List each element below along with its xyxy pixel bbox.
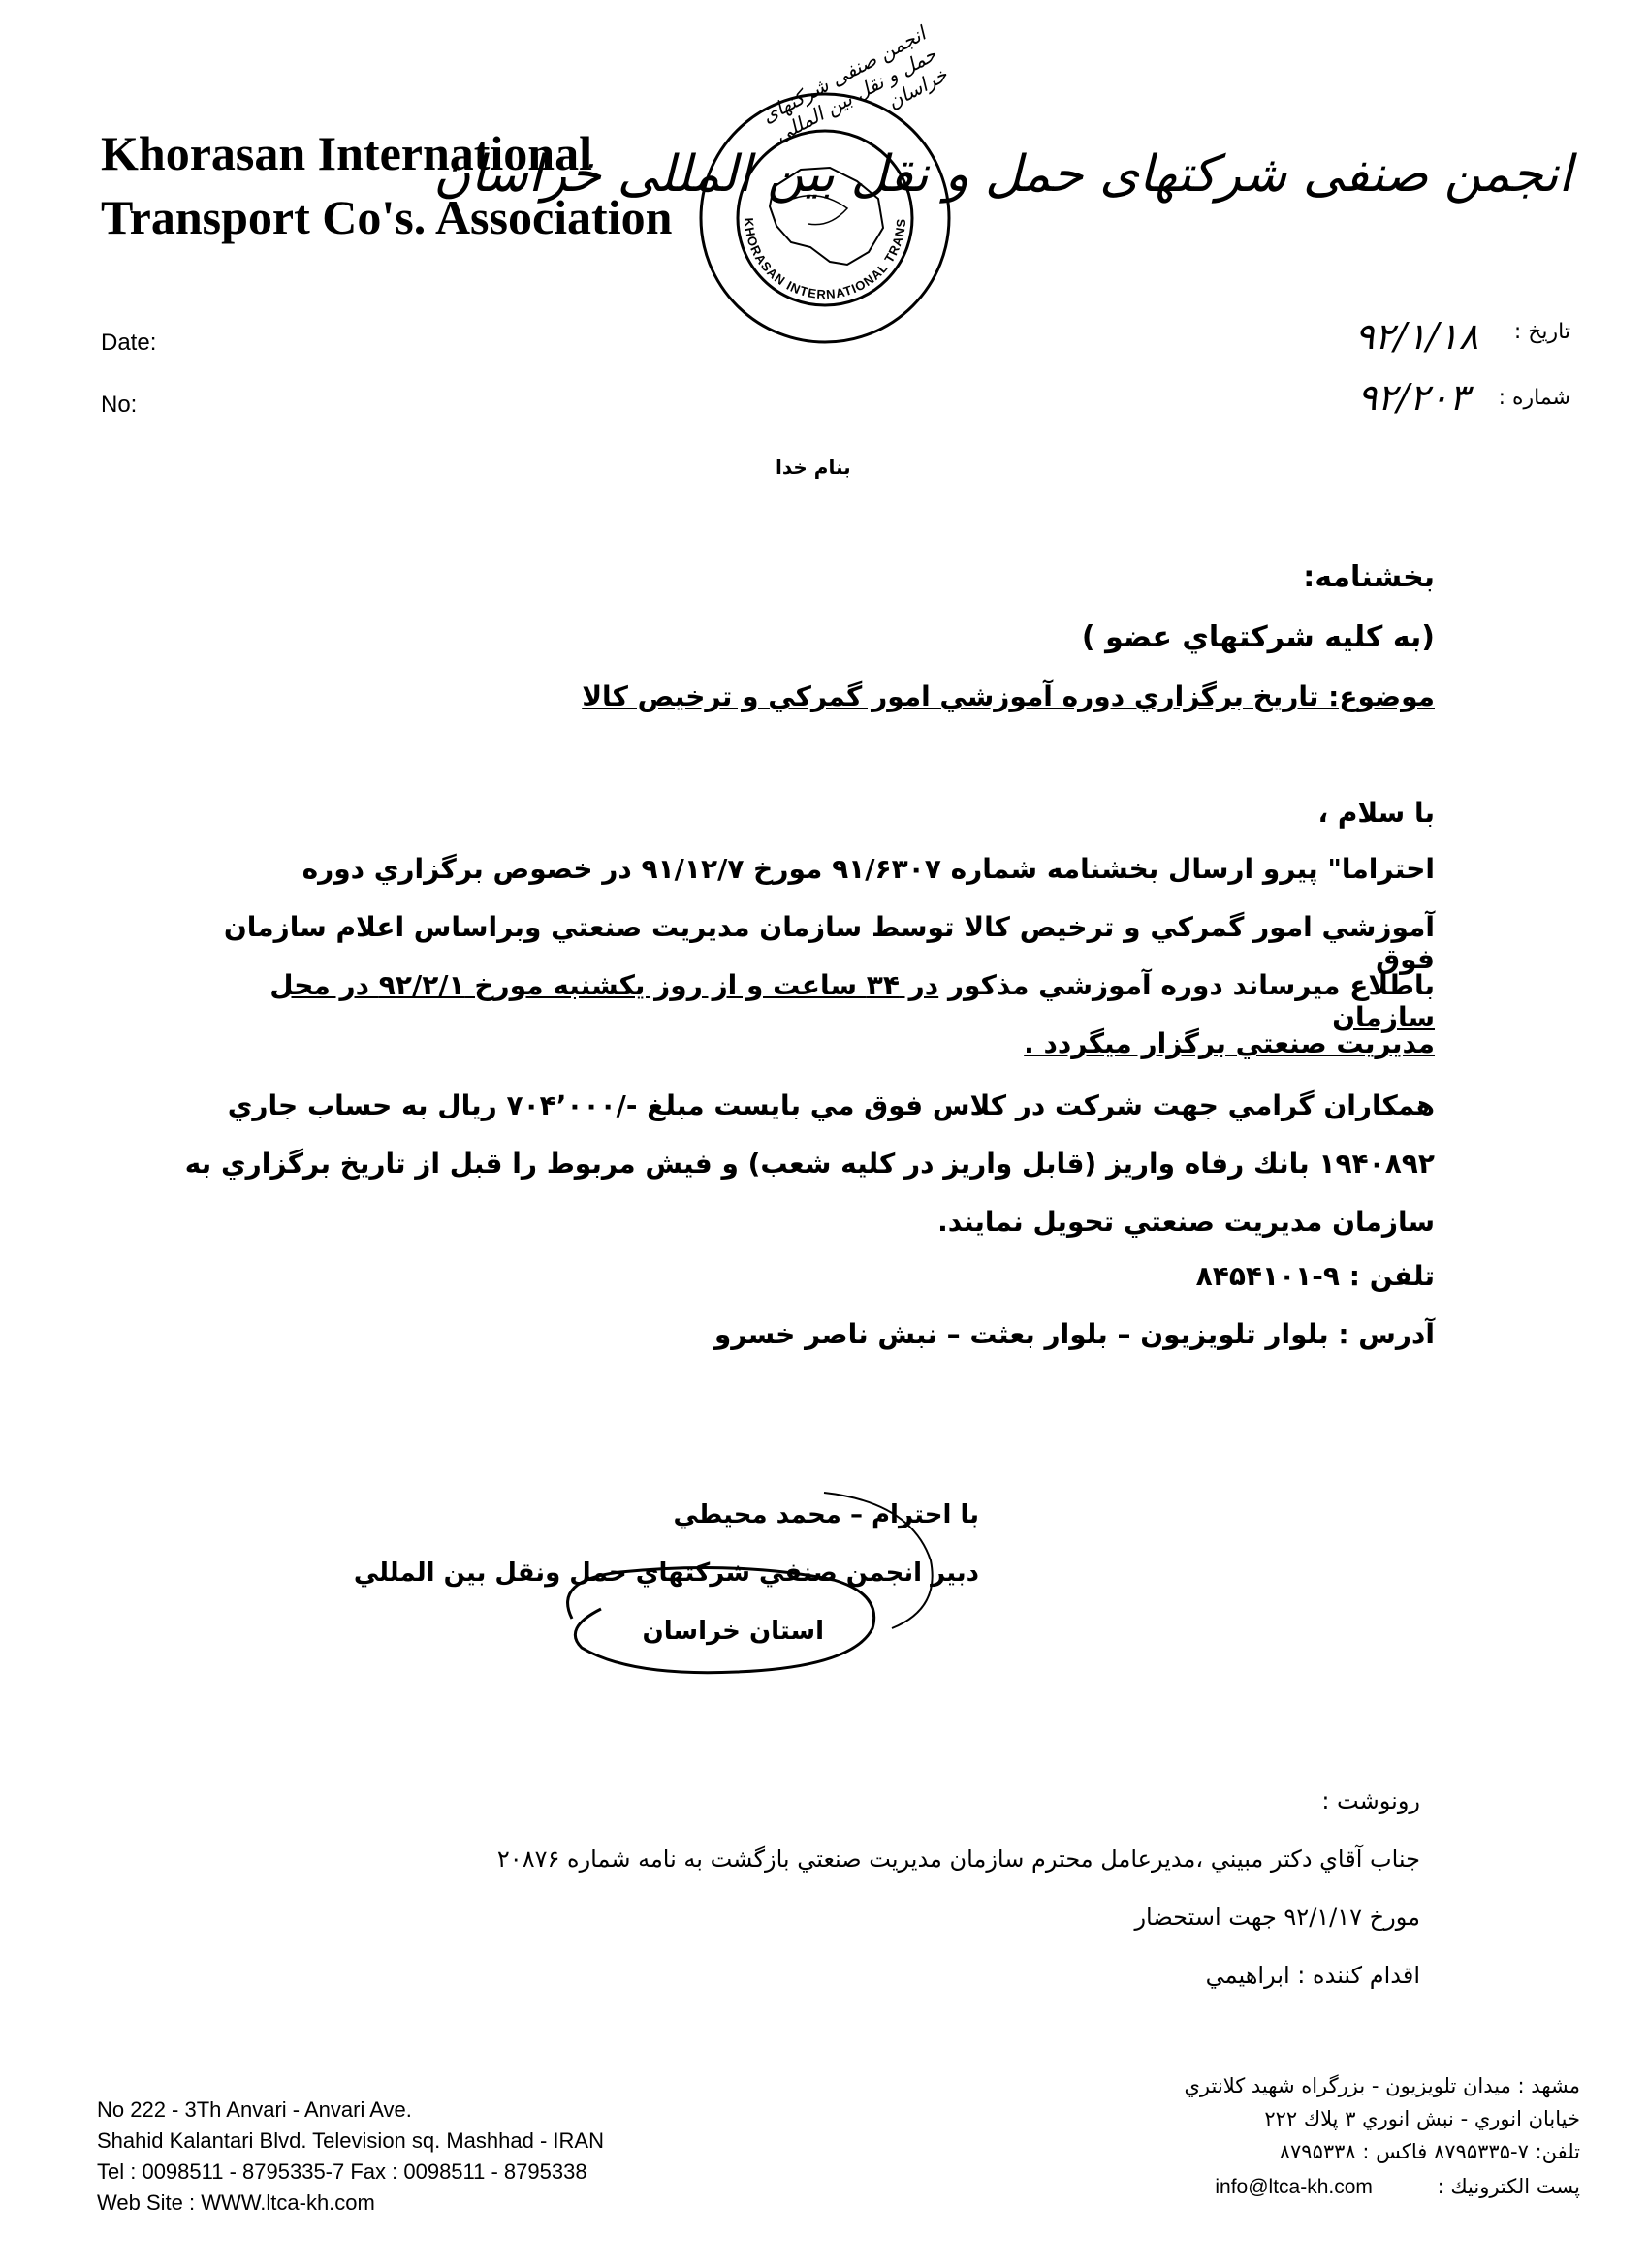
fa-number-value: ۹۲/۲۰۳ (1357, 376, 1469, 419)
footer-fa-line2: خيابان انوري - نبش انوري ۳ پلاك ۲۲۲ (1264, 2107, 1580, 2130)
email-label: پست الكترونيك : (1437, 2175, 1580, 2198)
signature-title-line2: استان خراسان (642, 1617, 824, 1646)
fa-date-value: ۹۲/۱/۱۸ (1354, 315, 1478, 358)
body-line-3-underlined: در ۳۴ ساعت و از روز يكشنبه مورخ ۹۲/۲/۱ در محل سازمان (269, 969, 1435, 1033)
copy-line-2: مورخ ۹۲/۱/۱۷ جهت استحضار (1134, 1904, 1420, 1931)
footer-phone-fax: Tel : 0098511 - 8795335-7 Fax : 0098511 - 8795338 (97, 2159, 587, 2184)
org-name-en-line2: Transport Co's. Association (101, 190, 673, 244)
copy-line-1: جناب آقاي دكتر مبيني ،مديرعامل محترم سازمان مديريت صنعتي بازگشت به نامه شماره ۲۰۸۷۶ (496, 1845, 1420, 1873)
footer-website: Web Site : WWW.ltca-kh.com (97, 2190, 375, 2215)
action-by: اقدام كننده : ابراهيمي (1205, 1962, 1420, 1989)
address-line: آدرس : بلوار تلويزيون – بلوار بعثت – نبش ناصر خسرو (713, 1318, 1435, 1350)
phone-line: تلفن : ۹-۸۴۵۴۱۰۱ (1195, 1260, 1435, 1292)
body-line-1: احتراما" پيرو ارسال بخشنامه شماره ۹۱/۶۳۰۷ مورخ ۹۱/۱۲/۷ در خصوص برگزاري دوره (301, 853, 1435, 885)
footer-address-line2: Shahid Kalantari Blvd. Television sq. Mashhad - IRAN (97, 2128, 604, 2153)
footer-fa-line1: مشهد : ميدان تلويزيون - بزرگراه شهيد كلانتري (1184, 2074, 1580, 2097)
handwritten-signature-icon (543, 1483, 969, 1696)
seal-ring-text: KHORASAN INTERNATIONAL TRANS (741, 217, 909, 302)
body-line-4: مديريت صنعتي برگزار ميگردد . (1024, 1027, 1435, 1059)
subject: موضوع: تاريخ برگزاري دوره آموزشي امور گمركي و ترخيص كالا (582, 680, 1435, 712)
greeting: با سلام ، (1317, 797, 1435, 829)
body-line-3 (174, 969, 1435, 1033)
seal-top-text: انجمن صنفی شرکتهای حمل و نقل بین المللی خراسان (757, 21, 952, 147)
date-label: Date: (101, 330, 157, 356)
email-value: info@ltca-kh.com (1215, 2176, 1373, 2198)
bismillah: بنام خدا (776, 456, 851, 479)
footer-fa-line3: تلفن: ۷-۸۷۹۵۳۳۵ فاكس : ۸۷۹۵۳۳۸ (1279, 2140, 1580, 2163)
recipients: (به كليه شركتهاي عضو ) (1081, 620, 1435, 654)
body-line-7: سازمان مديريت صنعتي تحويل نمايند. (937, 1206, 1435, 1238)
circular-label: بخشنامه: (1303, 560, 1435, 594)
fa-number-label: شماره : (1498, 386, 1570, 410)
number-label: No: (101, 392, 138, 418)
copy-label: رونوشت : (1321, 1787, 1420, 1814)
fa-date-label: تاریخ : (1513, 320, 1570, 344)
body-line-5: همكاران گرامي جهت شركت در كلاس فوق مي بايست مبلغ -/۷۰۴٬۰۰۰ ريال به حساب جاري (227, 1089, 1435, 1121)
footer-fa-line4 (1076, 2175, 1580, 2199)
body-line-6: ۱۹۴۰۸۹۲ بانك رفاه واريز (قابل واريز در كليه شعب) و فيش مربوط را قبل از تاريخ برگزاري به (184, 1148, 1435, 1180)
body-line-2: آموزشي امور گمركي و ترخيص كالا توسط سازمان مديريت صنعتي وبراساس اعلام سازمان فوق (223, 911, 1435, 975)
signature-regards: با احترام – محمد محيطي (673, 1500, 979, 1529)
org-name-en-line1: Khorasan International (101, 126, 593, 180)
body-line-3-start: باطلاع ميرساند دوره آموزشي مذكور (947, 969, 1435, 1001)
org-name-fa: انجمن صنفی شرکتهای حمل و نقل بین المللی خراسان (433, 145, 1572, 204)
signature-title-line1: دبير انجمن صنفي شركتهاي حمل ونقل بين المللي (353, 1559, 979, 1588)
footer-address-line1: No 222 - 3Th Anvari - Anvari Ave. (97, 2097, 412, 2122)
